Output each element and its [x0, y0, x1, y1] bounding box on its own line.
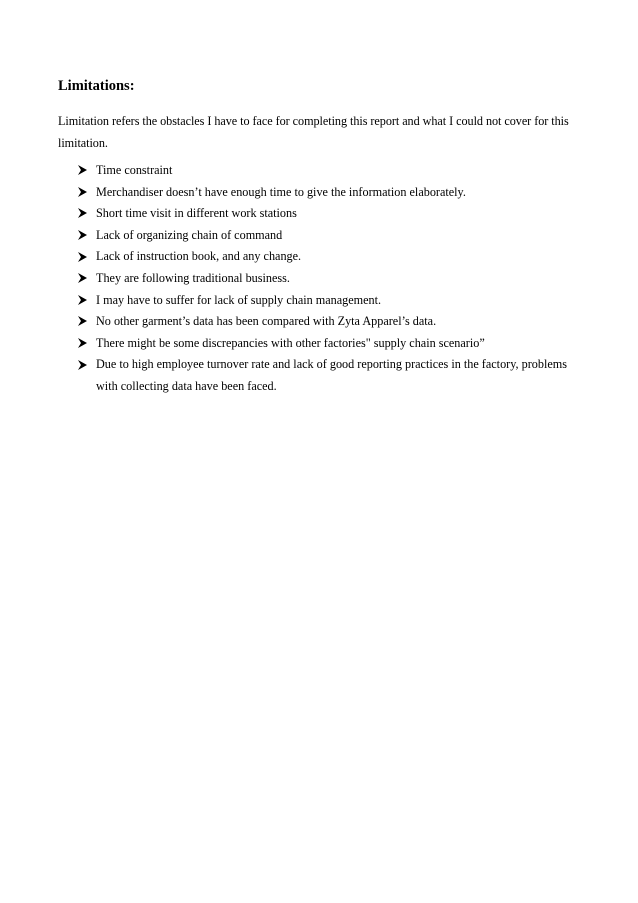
arrowhead-bullet-icon — [58, 160, 96, 182]
section-heading: Limitations: — [58, 78, 135, 94]
intro-paragraph: Limitation refers the obstacles I have to face for completing this report and what I could not cover for this limitation. — [58, 114, 569, 150]
list-item-text: They are following traditional business. — [96, 270, 290, 285]
list-item-text: There might be some discrepancies with other factories" supply chain scenario” — [96, 335, 485, 350]
list-item-text: Due to high employee turnover rate and lack of good reporting practices in the factory, problems with collecting data have been faced. — [96, 357, 567, 393]
list-item-text: No other garment’s data has been compared with Zyta Apparel’s data. — [96, 314, 437, 329]
arrowhead-bullet-icon — [58, 290, 96, 312]
arrowhead-bullet-icon — [58, 311, 96, 333]
list-item — [58, 182, 578, 204]
list-item — [58, 290, 578, 312]
list-item-text: Time constraint — [96, 163, 173, 177]
list-item-text: Lack of instruction book, and any change. — [96, 249, 302, 264]
list-item — [58, 246, 578, 268]
arrowhead-bullet-icon — [58, 246, 96, 268]
list-item — [58, 311, 578, 333]
arrowhead-bullet-icon — [58, 182, 96, 204]
arrowhead-bullet-icon — [58, 203, 96, 225]
document-page — [58, 76, 578, 398]
list-item — [58, 333, 578, 355]
arrowhead-bullet-icon — [58, 225, 96, 247]
list-item-text: Merchandiser doesn’t have enough time to give the information elaborately. — [96, 184, 466, 199]
list-item — [58, 203, 578, 225]
list-item-text: Short time visit in different work stations — [96, 206, 297, 221]
list-item — [58, 354, 578, 397]
list-item-text: Lack of organizing chain of command — [96, 227, 283, 242]
arrowhead-bullet-icon — [58, 268, 96, 290]
arrowhead-bullet-icon — [58, 354, 96, 376]
limitations-list — [58, 160, 578, 398]
list-item-text: I may have to suffer for lack of supply chain management. — [96, 292, 382, 307]
arrowhead-bullet-icon — [58, 333, 96, 355]
list-item — [58, 268, 578, 290]
list-item — [58, 160, 578, 182]
list-item — [58, 225, 578, 247]
